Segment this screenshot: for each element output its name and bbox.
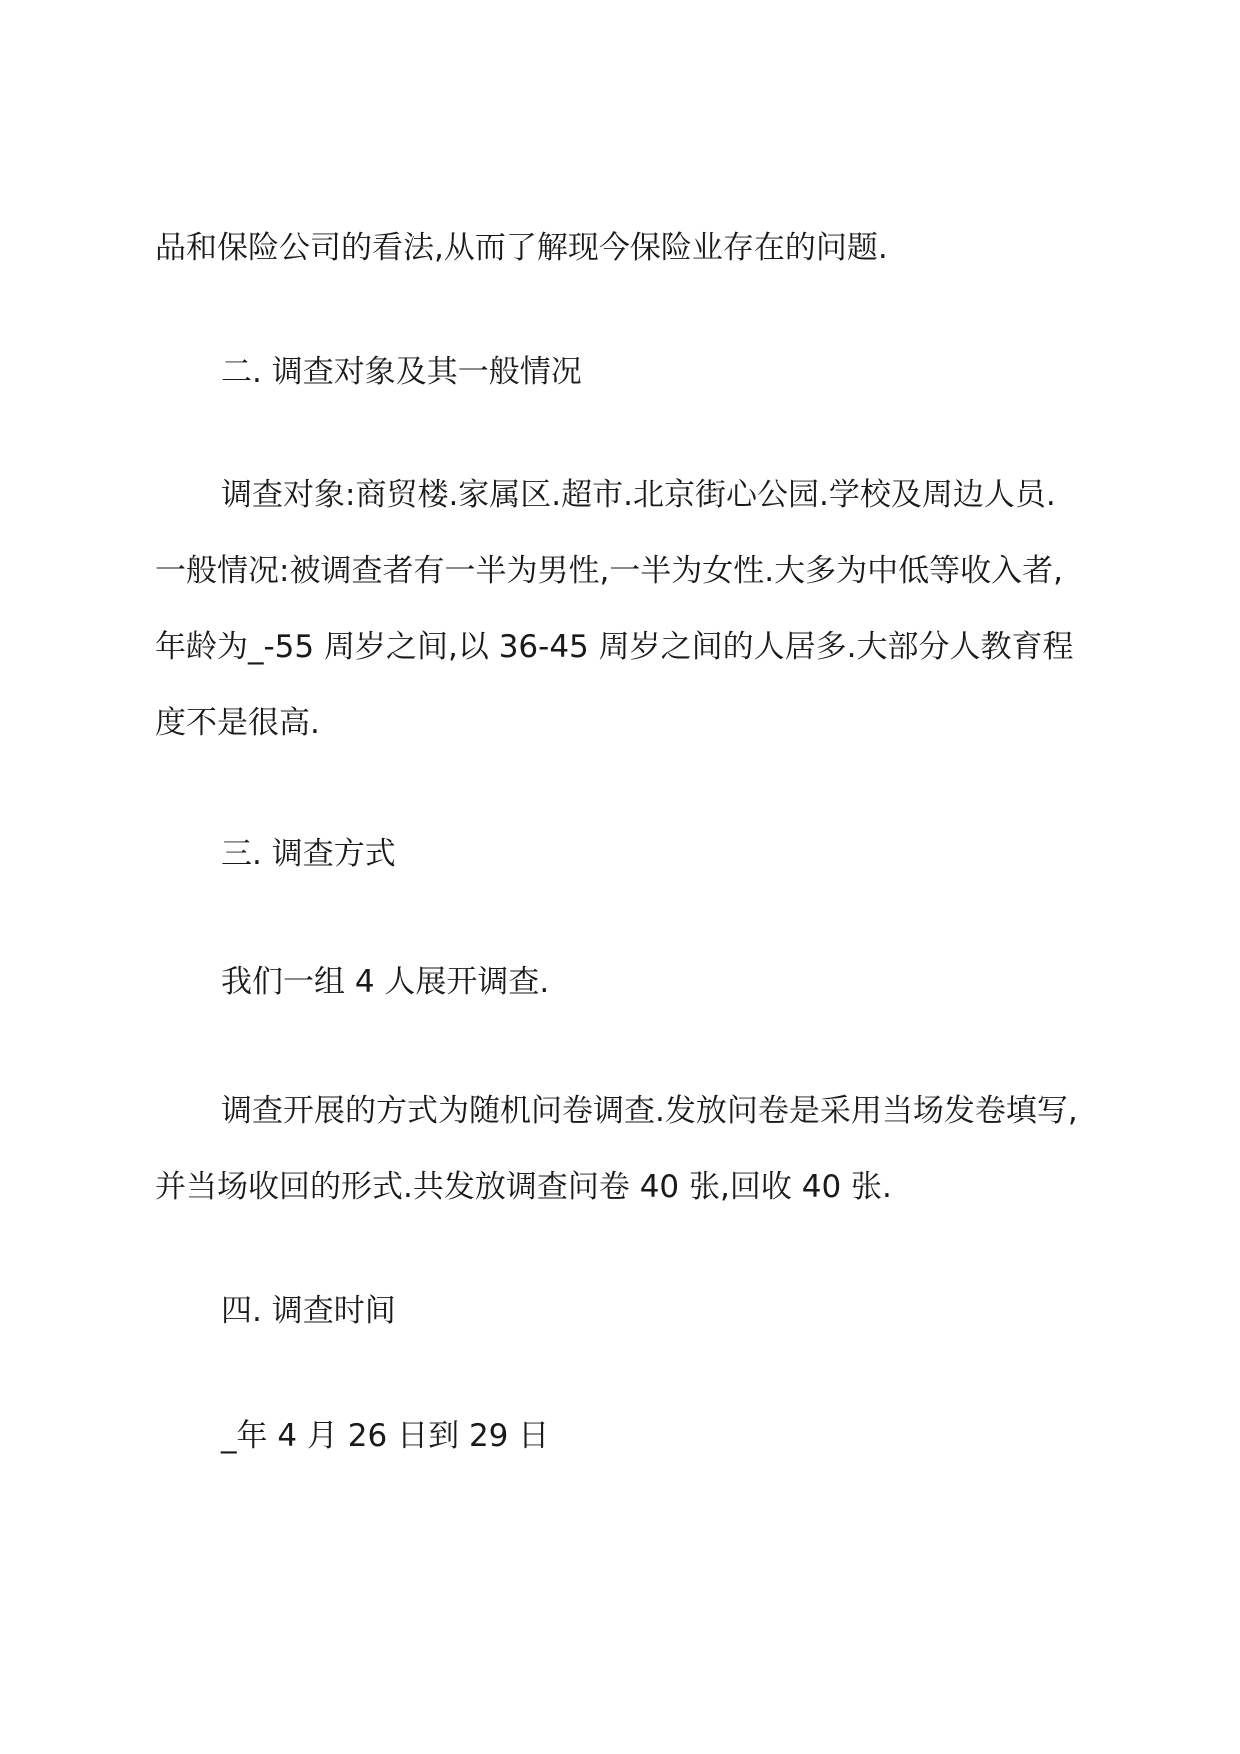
body-paragraph: _年 4 月 26 日到 29 日 (221, 1418, 550, 1454)
section-heading-survey-method: 三. 调查方式 (221, 836, 396, 872)
body-paragraph: 品和保险公司的看法,从而了解现今保险业存在的问题. (155, 230, 888, 266)
section-heading-survey-subjects: 二. 调查对象及其一般情况 (221, 354, 582, 390)
body-paragraph: 调查对象:商贸楼.家属区.超市.北京街心公园.学校及周边人员. 一般情况:被调查者有一半为男性,一半为女性.大多为中低等收入者,年龄为_-55 周岁之间,以 36-45 周岁之间的人居多.大部分人教育程度不是很高. (155, 477, 1074, 741)
body-paragraph: 调查开展的方式为随机问卷调查.发放问卷是采用当场发卷填写,并当场收回的形式.共发放调查问卷 40 张,回收 40 张. (155, 1093, 1078, 1205)
body-paragraph: 我们一组 4 人展开调查. (221, 964, 550, 1000)
section-heading-survey-time: 四. 调查时间 (221, 1293, 396, 1329)
